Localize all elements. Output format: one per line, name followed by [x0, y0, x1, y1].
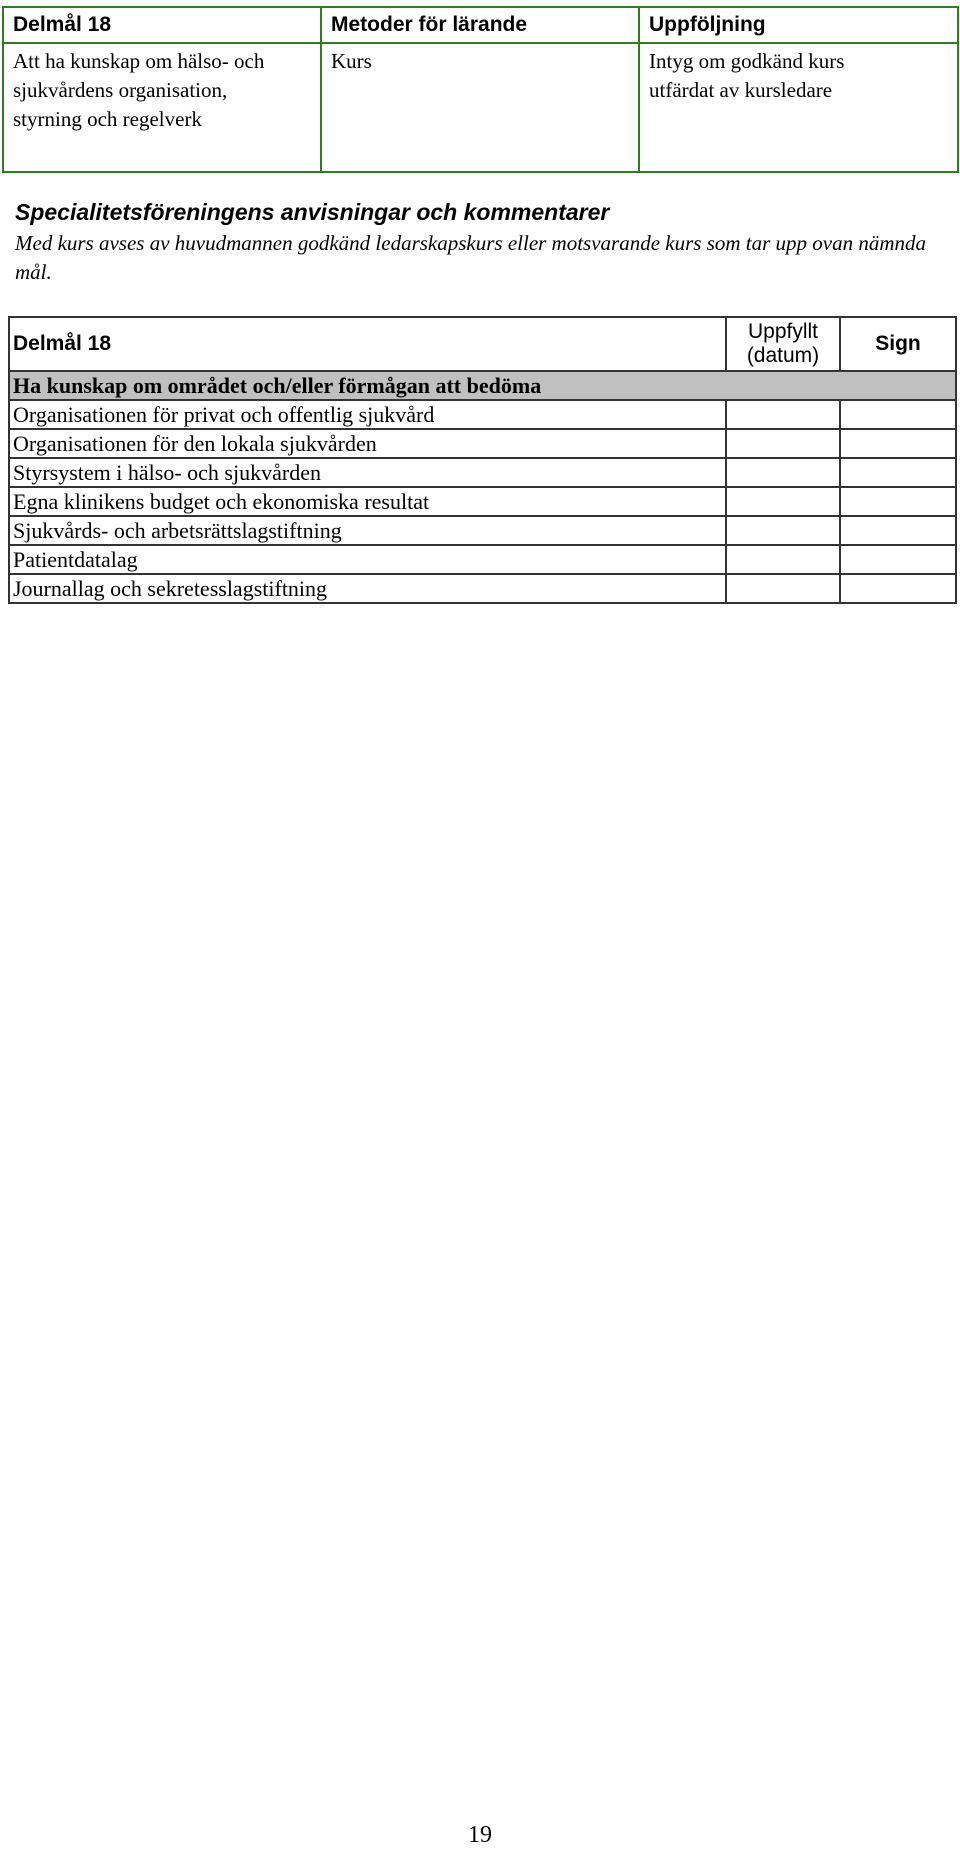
checklist-item: Patientdatalag [9, 545, 726, 574]
checklist-header-sign: Sign [840, 317, 956, 371]
checklist-table [8, 316, 957, 604]
sign-cell[interactable] [840, 400, 956, 429]
followup-text: Intyg om godkänd kurs utfärdat av kursledare [649, 49, 845, 102]
table-row [9, 458, 956, 487]
goal-text: Att ha kunskap om hälso- och sjukvårdens organisation, styrning och regelverk [13, 49, 265, 131]
checklist-band-row [9, 371, 956, 400]
sign-cell[interactable] [840, 487, 956, 516]
header-uppfoljning: Uppföljning [639, 7, 958, 43]
uppfyllt-cell[interactable] [726, 545, 840, 574]
header-delmal: Delmål 18 [3, 7, 321, 43]
uppfyllt-cell[interactable] [726, 574, 840, 603]
sign-cell[interactable] [840, 429, 956, 458]
uppfyllt-cell[interactable] [726, 400, 840, 429]
goal-methods-header-row [3, 7, 958, 43]
sign-cell[interactable] [840, 574, 956, 603]
section-title: Specialitetsföreningens anvisningar och kommentarer [15, 199, 610, 225]
uppfyllt-cell[interactable] [726, 487, 840, 516]
table-row [9, 429, 956, 458]
table-row [9, 574, 956, 603]
table-row [9, 487, 956, 516]
method-cell: Kurs [321, 43, 639, 172]
table-row [9, 400, 956, 429]
checklist-item: Styrsystem i hälso- och sjukvården [9, 458, 726, 487]
uppfyllt-cell[interactable] [726, 458, 840, 487]
page-number: 19 [468, 1822, 492, 1848]
checklist-item: Journallag och sekretesslagstiftning [9, 574, 726, 603]
checklist-header-delmal: Delmål 18 [9, 317, 726, 371]
uppfyllt-cell[interactable] [726, 429, 840, 458]
table-row [9, 545, 956, 574]
table-row [9, 516, 956, 545]
checklist-item: Egna klinikens budget och ekonomiska resultat [9, 487, 726, 516]
section-body: Med kurs avses av huvudmannen godkänd ledarskapskurs eller motsvarande kurs som tar upp ovan nämnda mål. [15, 231, 927, 284]
checklist-header-row [9, 317, 956, 371]
followup-cell [639, 43, 958, 172]
uppfyllt-label: Uppfyllt (datum) [746, 320, 820, 367]
checklist-item: Organisationen för den lokala sjukvården [9, 429, 726, 458]
checklist-band: Ha kunskap om området och/eller förmågan att bedöma [9, 371, 956, 400]
uppfyllt-cell[interactable] [726, 516, 840, 545]
goal-methods-table [2, 6, 959, 173]
checklist-header-uppfyllt [726, 317, 840, 371]
sign-cell[interactable] [840, 545, 956, 574]
checklist-item: Sjukvårds- och arbetsrättslagstiftning [9, 516, 726, 545]
checklist-item: Organisationen för privat och offentlig sjukvård [9, 400, 726, 429]
goal-methods-row [3, 43, 958, 172]
goal-cell [3, 43, 321, 172]
sign-cell[interactable] [840, 516, 956, 545]
header-metoder: Metoder för lärande [321, 7, 639, 43]
sign-cell[interactable] [840, 458, 956, 487]
